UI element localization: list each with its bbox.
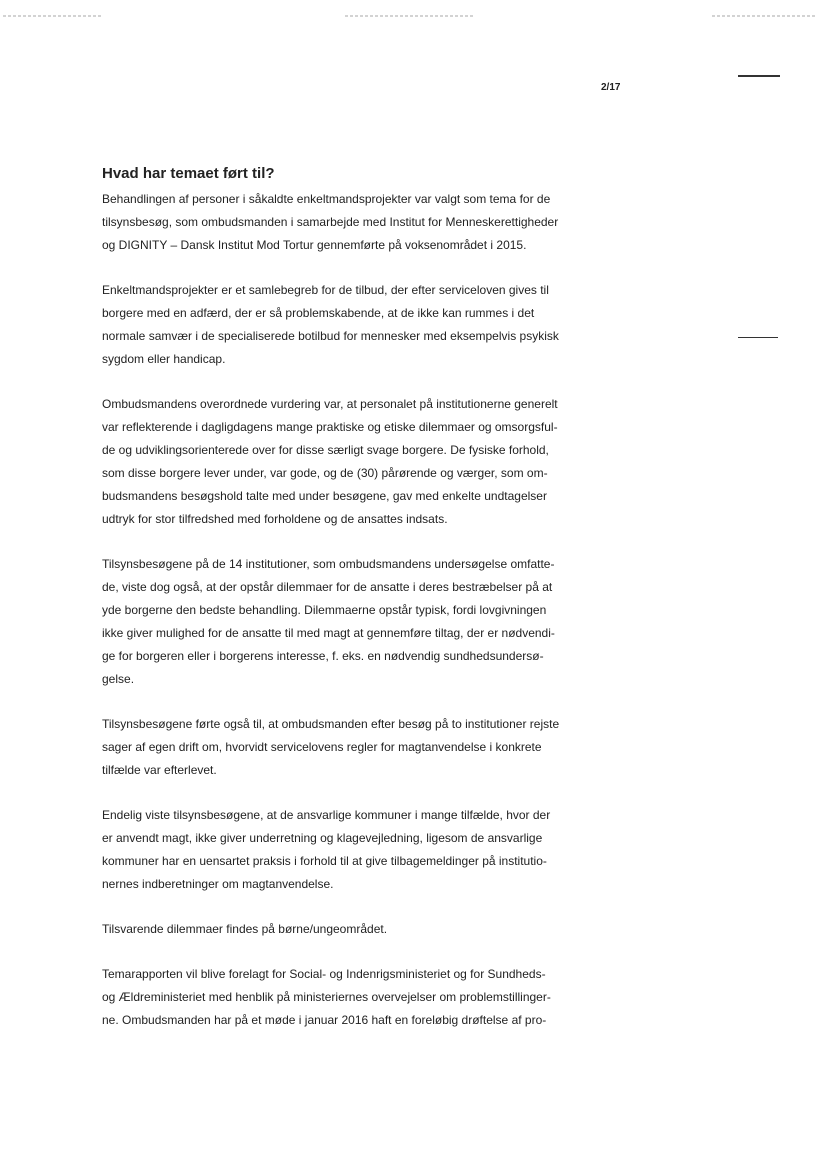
paragraph bbox=[102, 188, 622, 257]
text-line: de og udviklingsorienterede over for disse særligt svage borgere. De fysiske forhold, bbox=[102, 443, 549, 457]
text-line: normale samvær i de specialiserede botilbud for mennesker med eksempelvis psykisk bbox=[102, 329, 559, 343]
text-line: Endelig viste tilsynsbesøgene, at de ansvarlige kommuner i mange tilfælde, hvor der bbox=[102, 808, 551, 822]
paragraph bbox=[102, 553, 622, 691]
paragraph bbox=[102, 963, 622, 1032]
text-line: var reflekterende i dagligdagens mange praktiske og etiske dilemmaer og omsorgsful- bbox=[102, 420, 558, 434]
section-heading: Hvad har temaet ført til? bbox=[102, 165, 275, 182]
text-line: tilsynsbesøg, som ombudsmanden i samarbejde med Institut for Menneskerettigheder bbox=[102, 215, 559, 229]
scan-artifact-center bbox=[345, 15, 475, 17]
text-line: de, viste dog også, at der opstår dilemmaer for de ansatte i deres bestræbelser på at bbox=[102, 580, 553, 594]
text-line: Ombudsmandens overordnede vurdering var, at personalet på institutionerne generelt bbox=[102, 397, 558, 411]
paragraph bbox=[102, 279, 622, 371]
paragraph bbox=[102, 393, 622, 531]
text-line: sygdom eller handicap. bbox=[102, 352, 226, 366]
text-line: kommuner har en uensartet praksis i forhold til at give tilbagemeldinger på institutio- bbox=[102, 854, 547, 868]
text-line: Behandlingen af personer i såkaldte enkeltmandsprojekter var valgt som tema for de bbox=[102, 192, 551, 206]
text-line: Temarapporten vil blive forelagt for Social- og Indenrigsministeriet og for Sundheds- bbox=[102, 967, 546, 981]
scan-artifact-right bbox=[712, 15, 816, 17]
text-line: Tilsynsbesøgene førte også til, at ombudsmanden efter besøg på to institutioner rejste bbox=[102, 717, 560, 731]
text-line: ne. Ombudsmanden har på et møde i januar 2016 haft en foreløbig drøftelse af pro- bbox=[102, 1013, 547, 1027]
text-line: og DIGNITY – Dansk Institut Mod Tortur gennemførte på voksenområdet i 2015. bbox=[102, 238, 527, 252]
paragraph bbox=[102, 918, 622, 941]
scan-artifact-left bbox=[3, 15, 103, 17]
text-line: budsmandens besøgshold talte med under besøgene, gav med enkelte undtagelser bbox=[102, 489, 547, 503]
text-line: nernes indberetninger om magtanvendelse. bbox=[102, 877, 334, 891]
text-line: gelse. bbox=[102, 672, 135, 686]
text-line: tilfælde var efterlevet. bbox=[102, 763, 217, 777]
text-line: Tilsvarende dilemmaer findes på børne/ungeområdet. bbox=[102, 922, 388, 936]
paragraph bbox=[102, 804, 622, 896]
text-line: udtryk for stor tilfredshed med forholdene og de ansattes indsats. bbox=[102, 512, 448, 526]
text-line: er anvendt magt, ikke giver underretning og klagevejledning, ligesom de ansvarlige bbox=[102, 831, 543, 845]
text-line: ikke giver mulighed for de ansatte til med magt at gennemføre tiltag, der er nødvendi- bbox=[102, 626, 555, 640]
text-line: og Ældreministeriet med henblik på ministeriernes overvejelser om problemstillinger- bbox=[102, 990, 551, 1004]
text-line: som disse borgere lever under, var gode, og de (30) pårørende og værger, som om- bbox=[102, 466, 548, 480]
text-line: Enkeltmandsprojekter er et samlebegreb for de tilbud, der efter serviceloven gives til bbox=[102, 283, 549, 297]
paragraph bbox=[102, 713, 622, 782]
text-line: ge for borgeren eller i borgerens interesse, f. eks. en nødvendig sundhedsundersø- bbox=[102, 649, 544, 663]
text-line: Tilsynsbesøgene på de 14 institutioner, som ombudsmandens undersøgelse omfatte- bbox=[102, 557, 555, 571]
fold-mark-top bbox=[738, 75, 780, 77]
fold-mark-middle bbox=[738, 337, 778, 338]
text-line: sager af egen drift om, hvorvidt servicelovens regler for magtanvendelse i konkrete bbox=[102, 740, 542, 754]
text-line: yde borgerne den bedste behandling. Dilemmaerne opstår typisk, fordi lovgivningen bbox=[102, 603, 547, 617]
body-text bbox=[102, 188, 622, 1054]
page-number: 2/17 bbox=[601, 82, 621, 93]
text-line: borgere med en adfærd, der er så problemskabende, at de ikke kan rummes i det bbox=[102, 306, 535, 320]
